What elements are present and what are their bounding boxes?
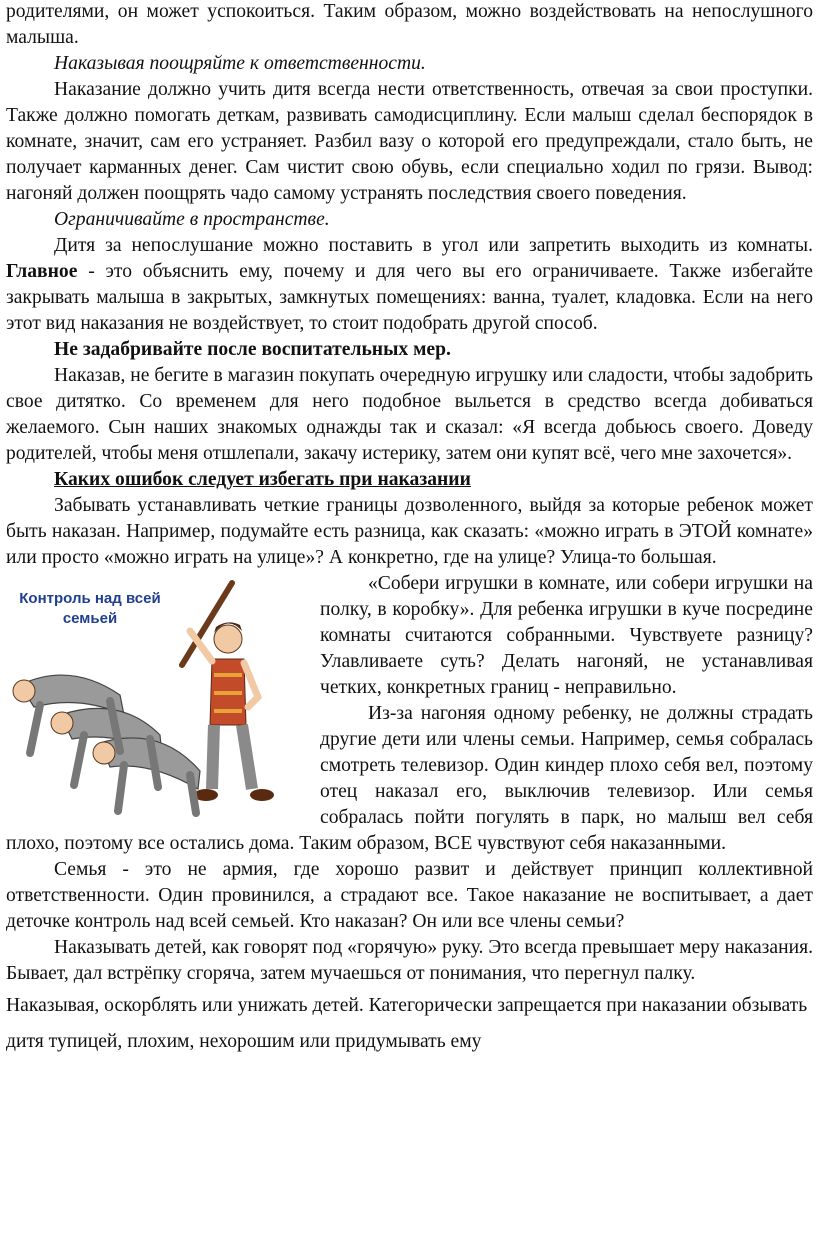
paragraph-3-start: Дитя за непослушание можно поставить в угол или запретить выходить из комнаты. (54, 235, 813, 256)
paragraph-2: Наказание должно учить дитя всегда нести ответственность, отвечая за свои проступки. Также должно помогать деткам, развивать самодисциплину. Если малыш сделал беспорядок в комнате, значит, сам его устраняет. Разбил вазу о которой его предупреждали, стало быть, не получает карманных денег. Сам чистит свою обувь, если специально ходил по грязи. Вывод: нагоняй должен поощрять чадо самому устранять последствия своего поведения. (6, 79, 813, 204)
heading-space: Ограничивайте в пространстве. (54, 209, 330, 230)
paragraph-6: «Собери игрушки в комнате, или собери игрушки на полку, в коробку». Для ребенка игрушки в куче посредине комнаты считаются собранными. Чувствуете разницу? Улавливаете суть? Делать нагоняй, не устанавливая четких, конкретных границ - неправильно. (320, 573, 813, 698)
paragraph-10: Наказывая, оскорблять или унижать детей. Категорически запрещается при наказании обзывать дитя тупицей, плохим, нехорошим или придумывать ему (6, 995, 808, 1052)
illustration (0, 575, 312, 822)
paragraph-1: родителями, он может успокоиться. Таким образом, можно воздействовать на непослушного малыша. (6, 1, 813, 48)
paragraph-7: Из-за нагоняя одному ребенку, не должны страдать другие дети или члены семьи. Например, семья собралась смотреть телевизор. Один киндер плохо себя вел, поэтому отец наказал его, выключив телевизор. Или семья собралась пойти погулять в парк, но малыш вел себя плохо, поэтому все остались дома. Таким образом, ВСЕ чувствуют себя наказанными. (6, 703, 813, 854)
paragraph-3 (6, 233, 813, 337)
paragraph-9: Наказывать детей, как говорят под «горячую» руку. Это всегда превышает меру наказания. Бывает, дал встрёпку сгоряча, затем мучаешься от понимания, что перегнул палку. (6, 937, 813, 984)
paragraph-3-end: - это объяснить ему, почему и для чего вы его ограничиваете. Также избегайте закрывать малыша в закрытых, замкнутых помещениях: ванна, туалет, кладовка. Если на него этот вид наказания не воздействует, то стоит подобрать другой способ. (6, 261, 813, 334)
paragraph-4: Наказав, не бегите в магазин покупать очередную игрушку или сладости, чтобы задобрить свое дитятко. Со временем для него подобное выльется в средство всегда добиваться желаемого. Сын наших знакомых однажды так и сказал: «Я всегда добьюсь своего. Доведу родителей, чтобы меня отшлепали, закачу истерику, затем они купят всё, чего мне захочется». (6, 365, 813, 464)
illustration-caption: Контроль над всей семьей (19, 590, 161, 627)
paragraph-5 (6, 493, 813, 571)
paragraph-8: Семья - это не армия, где хорошо развит и действует принцип коллективной ответственности. Один провинился, а страдают все. Такое наказание не воспитывает, а дает деточке контроль над всей семьей. Кто наказан? Он или все члены семьи? (6, 859, 813, 932)
paragraph-3-bold: Главное (6, 261, 78, 282)
heading-responsibility: Наказывая поощряйте к ответственности. (54, 53, 426, 74)
heading-mistakes: Каких ошибок следует избегать при наказании (54, 469, 471, 490)
paragraph-5-text: Забывать устанавливать четкие границы дозволенного, выйдя за которые ребенок может быть наказан. Например, подумайте есть разница, как сказать: «можно играть в ЭТОЙ комнате» или просто «можно играть на улице»? А конкретно, где на улице? Улица-то большая. (6, 495, 813, 568)
heading-cajole: Не задабривайте после воспитательных мер. (54, 339, 451, 360)
